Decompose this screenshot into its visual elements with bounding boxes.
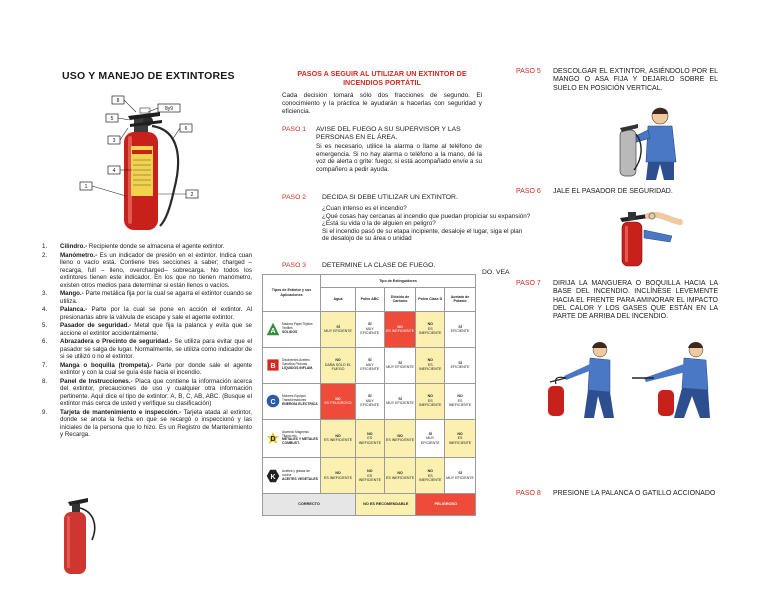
person-aiming-hose-left-icon (544, 338, 622, 418)
table-legend-row (263, 494, 476, 516)
fire-class-cell (263, 419, 321, 458)
fire-class-a-icon (266, 322, 280, 336)
table-cell: SÍ MUY EFICIENTE (356, 383, 385, 419)
small-extinguisher-icon (58, 496, 113, 574)
table-cell: SÍ EFICIENTE (445, 347, 476, 383)
fire-extinguisher-diagram-icon (68, 90, 218, 240)
step3-trailing-text: DO. VEA (482, 269, 510, 276)
table-cell: SÍ EFICIENTE (445, 311, 476, 347)
svg-text:B: B (270, 362, 276, 370)
step6-label: PASO 6 (516, 188, 541, 195)
table-cell: NO ES PELIGROSO (321, 383, 356, 419)
table-row (263, 419, 476, 458)
fire-class-desc: Aluminio Magnesio Titanio etc. (282, 429, 309, 438)
left-title: USO Y MANEJO DE EXTINTORES (62, 70, 235, 82)
step2-question: Si el incendio pasó de su etapa incipiente, desaloje el lugar, siga el plan (322, 227, 523, 235)
step2-question: ¿Cuan intenso es el incendio? (322, 205, 407, 212)
fire-class-name: METALES Y METALES COMBUST. (282, 437, 318, 446)
step5-text: DESCOLGAR EL EXTINTOR, ASIÉNDOLO POR EL MANGO O ASA FIJA Y DEJARLO SOBRE EL SUELO EN POSICIÓN VERTICAL. (553, 68, 718, 92)
table-cell: SÍ MUY EFICIENTE (384, 347, 416, 383)
svg-text:A: A (270, 328, 276, 336)
parts-list-item: 6. Abrazadera o Precinto de seguridad.- Se utiliza para evitar que el pasador se salga de lugar. Normalmente, se utiliza como indicador de si se utilizó o no el extintor. (42, 338, 253, 360)
step5-label: PASO 5 (516, 68, 541, 75)
parts-list-item: 5. Pasador de seguridad.- Metal que fija la palanca y evita que se accione el extintor accidentalmente. (42, 322, 252, 337)
fire-class-d-icon (266, 431, 280, 445)
table-cell: SÍ MUY EFICIENTE (356, 311, 385, 347)
step2-body (322, 205, 562, 243)
figure-label: 5 (110, 116, 114, 122)
table-cell: NO ES INEFICIENTE (416, 347, 445, 383)
legend-dangerous: PELIGROSO (416, 494, 476, 516)
table-body (263, 311, 476, 494)
table-cell: NO ES INEFICIENTE (321, 458, 356, 494)
figure-label: 4 (112, 168, 116, 174)
figure-label: 8 (116, 98, 120, 104)
table-cell: SÍ MUY EFICIENTE (416, 419, 445, 458)
steps-intro: Cada decisión tomará sólo dos fracciones de segundo. El conocimiento y la práctica le ayudarán a hacerlas con seguridad y eficiencia. (282, 92, 482, 115)
svg-text:C: C (270, 398, 276, 406)
fire-class-desc: Aceites y grasas de cocina (282, 469, 310, 477)
table-cell: NO DAÑA SÓLO EL FUEGO (321, 347, 356, 383)
pin-pull-illustration-icon (614, 206, 686, 268)
step2-question: ¿Está su vida o la de alguien en peligro? (322, 220, 436, 228)
table-cell: NO ES INEFICIENTE (321, 419, 356, 458)
table-cell: NO ES INEFICIENTE (384, 458, 416, 494)
step8-label: PASO 8 (516, 490, 541, 497)
fire-class-name: LÍQUIDOS INFLAM. (282, 365, 314, 370)
table-header-cell: Polvo ABC (356, 287, 385, 311)
fire-class-cell (263, 311, 321, 347)
fire-class-desc: Madera Papel Tejidos Textiles (282, 322, 313, 331)
fire-class-name: ENERGÍA ELÉCTRICA (282, 401, 318, 406)
svg-text:K: K (270, 473, 276, 481)
parts-list-item: 4. Palanca.- Parte por la cual se pone en acción el extintor. Al presionarlas abre la válvula de escape y sale el agente extintor. (42, 306, 252, 321)
parts-list-item: 8. Panel de Instrucciones.- Placa que contiene la información acerca del extintor, precauciones de uso y cualquier otra información pertinente. Aquí dice el tipo de extintor: A, B, C, AB, ABC. (Busque el extintor más cerca de usted y verifique su clasificación) (42, 377, 252, 407)
table-cell: NO ES INEFICIENTE (416, 311, 445, 347)
step2-title: DECIDA SI DEBE UTILIZAR UN EXTINTOR. (322, 194, 458, 201)
figure-label: 3 (112, 138, 116, 144)
table-cell: SÍ MUY EFICIENTE (445, 458, 476, 494)
step2-question: ¿Qué cosas hay cercanas al incendio que puedan propiciar su expansión? (322, 212, 531, 220)
legend-correct: CORRECTO (263, 494, 356, 516)
fire-class-b-icon (266, 358, 280, 372)
fire-class-cell (263, 347, 321, 383)
parts-list-item: 2. Manómetro.- Es un indicador de presión en el extintor. Indica cuan lleno o vacío está. Contiene tres secciones a saber; charged – recarga, full – lleno, overcharged– sobrecarga. No todos los extintores tienen este indicador. En los que no tienen manómetro, existen otros medios para determinar si están llenos o vacíos. (42, 251, 252, 289)
table-cell: SÍ MUY EFICIENTE (321, 311, 356, 347)
steps-title: PASOS A SEGUIR AL UTILIZAR UN EXTINTOR DE INCENDIOS PORTÁTIL (297, 69, 467, 87)
step1-label: PASO 1 (282, 126, 307, 133)
step1-body: Si es necesario, utilice la alarma o llame al teléfono de emergencia. Si no hay alarma o teléfono a la mano, dé la voz de alerta o grite: fuego; si está acompañado envíe a su compañero a pedir ayuda. (316, 143, 482, 173)
fire-class-k-icon (266, 469, 280, 483)
parts-list-item: 1. Cilindro.- Recipiente donde se almacena el agente extintor. (42, 243, 225, 250)
fire-class-c-icon (266, 394, 280, 408)
table-row (263, 311, 476, 347)
table-header-cell: Acetato de Potasio (445, 287, 476, 311)
table-cell: NO ES INEFICIENTE (416, 383, 445, 419)
figure-label: 2 (190, 192, 194, 198)
step7-text: DIRIJA LA MANGUERA O BOQUILLA HACIA LA BASE DEL INCENDIO. INCLÍNESE LEVEMENTE HACIA EL FRENTE PARA AMINORAR EL IMPACTO DEL CALOR Y LOS GASES QUE ESTÁN EN LA PARTE DE ARRIBA DEL INCENDIO. (553, 280, 718, 321)
table-header-cell: Dióxido de Carbono (384, 287, 416, 311)
table-cell: SÍ MUY EFICIENTE (356, 347, 385, 383)
figure-label: 1 (84, 184, 88, 190)
table-header-cell: Agua (321, 287, 356, 311)
table-cell: NO ES INEFICIENTE (384, 311, 416, 347)
step3-label: PASO 3 (282, 262, 307, 269)
table-header-applications: Tipos de Extintor y sus Aplicaciones (263, 275, 321, 312)
step8-text: PRESIONE LA PALANCA O GATILLO ACCIONADO (553, 490, 716, 497)
fire-class-cell (263, 458, 321, 494)
figure-label: 8y9 (164, 106, 174, 112)
table-cell: NO ES INEFICIENTE (445, 383, 476, 419)
table-header-cell: Polvo Clase D (416, 287, 445, 311)
step3-title: DETERMINE LA CLASE DE FUEGO. (322, 262, 436, 269)
parts-list-item: 9. Tarjeta de mantenimiento e inspección.- Tarjeta atada al extintor, donde se anota la fecha en que se recargó o inspeccionó y las iniciales de la persona que lo hizo. Es un Registro de Mantenimiento y Recarga. (42, 408, 252, 438)
person-aiming-hose-right-icon (626, 338, 722, 418)
step7-label: PASO 7 (516, 280, 541, 287)
table-row (263, 383, 476, 419)
table-cell: NO ES INEFICIENTE (356, 458, 385, 494)
fire-class-cell (263, 383, 321, 419)
fire-class-table (262, 274, 476, 516)
table-cell: NO ES INEFICIENTE (416, 458, 445, 494)
parts-list (40, 243, 252, 440)
table-header-group: Tipo de Extinguidores (321, 275, 476, 288)
parts-list-item: 7. Manga o boquilla (trompeta).- Parte por donde sale el agente extintor y con la cual se guía éste hacia el incendio. (42, 361, 252, 376)
step1-title: AVISE DEL FUEGO A SU SUPERVISOR Y LAS PERSONAS EN EL ÁREA. (316, 126, 461, 141)
table-cell: NO ES INEFICIENTE (356, 419, 385, 458)
step2-label: PASO 2 (282, 194, 307, 201)
fire-class-name: SÓLIDOS (282, 329, 298, 334)
table-row (263, 458, 476, 494)
fire-class-name: ACEITES VEGETALES (282, 476, 318, 481)
table-cell: SÍ MUY EFICIENTE (384, 383, 416, 419)
fire-class-desc: Disolventes Aceites Gasolina Pinturas (282, 358, 310, 367)
step2-question: de desalojo de su área o unidad (322, 235, 412, 243)
table-row (263, 347, 476, 383)
person-holding-extinguisher-icon (606, 104, 694, 180)
parts-list-item: 3. Mango.- Parte metálica fija por la cual se agarra el extintor cuando se utiliza. (42, 290, 252, 305)
step6-text: JALE EL PASADOR DE SEGURIDAD. (553, 188, 673, 195)
figure-label: 6 (184, 126, 188, 132)
svg-text:D: D (270, 436, 276, 444)
legend-not-recommended: NO ES RECOMENDABLE (356, 494, 416, 516)
fire-class-desc: Motores Equipos Transformadores (282, 394, 307, 403)
table-header-row (263, 275, 476, 288)
table-cell: NO ES INEFICIENTE (384, 419, 416, 458)
table-cell: NO ES INEFICIENTE (445, 419, 476, 458)
